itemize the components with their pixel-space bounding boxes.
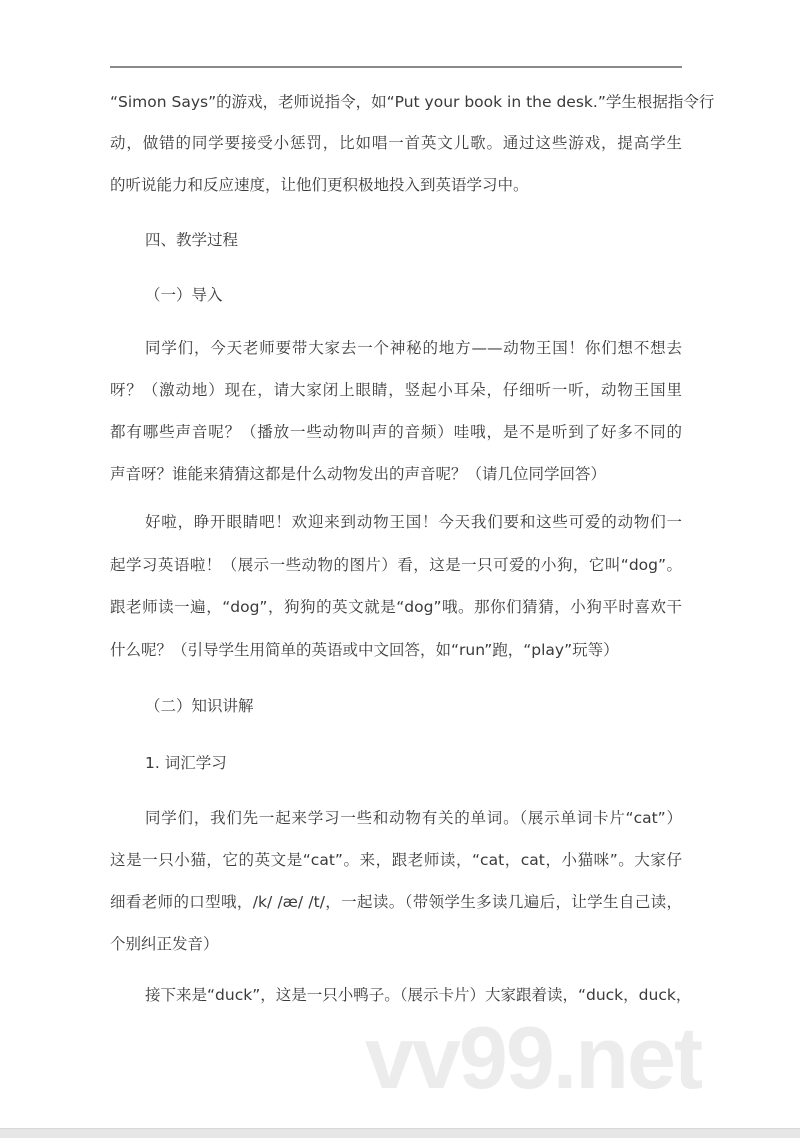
text-line: 细看老师的口型哦，/k/ /æ/ /t/，一起读。（带领学生多读几遍后，让学生自己读， [110,893,682,911]
text-line: 接下来是“duck”，这是一只小鸭子。（展示卡片）大家跟着读，“duck，duck， [145,986,692,1004]
text-line: 的听说能力和反应速度，让他们更积极地投入到英语学习中。 [110,176,529,194]
text-line: 什么呢？（引导学生用简单的英语或中文回答，如“run”跑，“play”玩等） [110,641,619,659]
watermark: vv99.net [365,1008,702,1107]
section-heading: 四、教学过程 [145,231,239,249]
text-line: “Simon Says”的游戏，老师说指令，如“Put your book in the desk.”学生根据指令行 [110,93,715,111]
text-line: 个别纠正发音） [110,935,219,953]
text-line: 这是一只小猫，它的英文是“cat”。来，跟老师读，“cat，cat，小猫咪”。大家仔 [110,851,682,869]
header-rule [110,66,682,68]
text-line: 都有哪些声音呢？（播放一些动物叫声的音频）哇哦，是不是听到了好多不同的 [110,423,682,441]
subsection-heading: （一）导入 [145,286,223,304]
subsection-heading: 1. 词汇学习 [145,754,227,772]
text-line: 动，做错的同学要接受小惩罚，比如唱一首英文儿歌。通过这些游戏，提高学生 [110,134,682,152]
text-line: 起学习英语啦！（展示一些动物的图片）看，这是一只可爱的小狗，它叫“dog”。 [110,556,682,574]
subsection-heading: （二）知识讲解 [145,697,254,715]
text-line: 跟老师读一遍，“dog”，狗狗的英文就是“dog”哦。那你们猜猜，小狗平时喜欢干 [110,598,682,616]
text-line: 声音呀？谁能来猜猜这都是什么动物发出的声音呢？（请几位同学回答） [110,465,607,483]
text-line: 呀？（激动地）现在，请大家闭上眼睛，竖起小耳朵，仔细听一听，动物王国里 [110,381,682,399]
text-line: 好啦，睁开眼睛吧！欢迎来到动物王国！今天我们要和这些可爱的动物们一 [145,513,682,531]
text-line: 同学们，我们先一起来学习一些和动物有关的单词。（展示单词卡片“cat”） [145,809,682,827]
text-line: 同学们，今天老师要带大家去一个神秘的地方——动物王国！你们想不想去 [145,339,682,357]
